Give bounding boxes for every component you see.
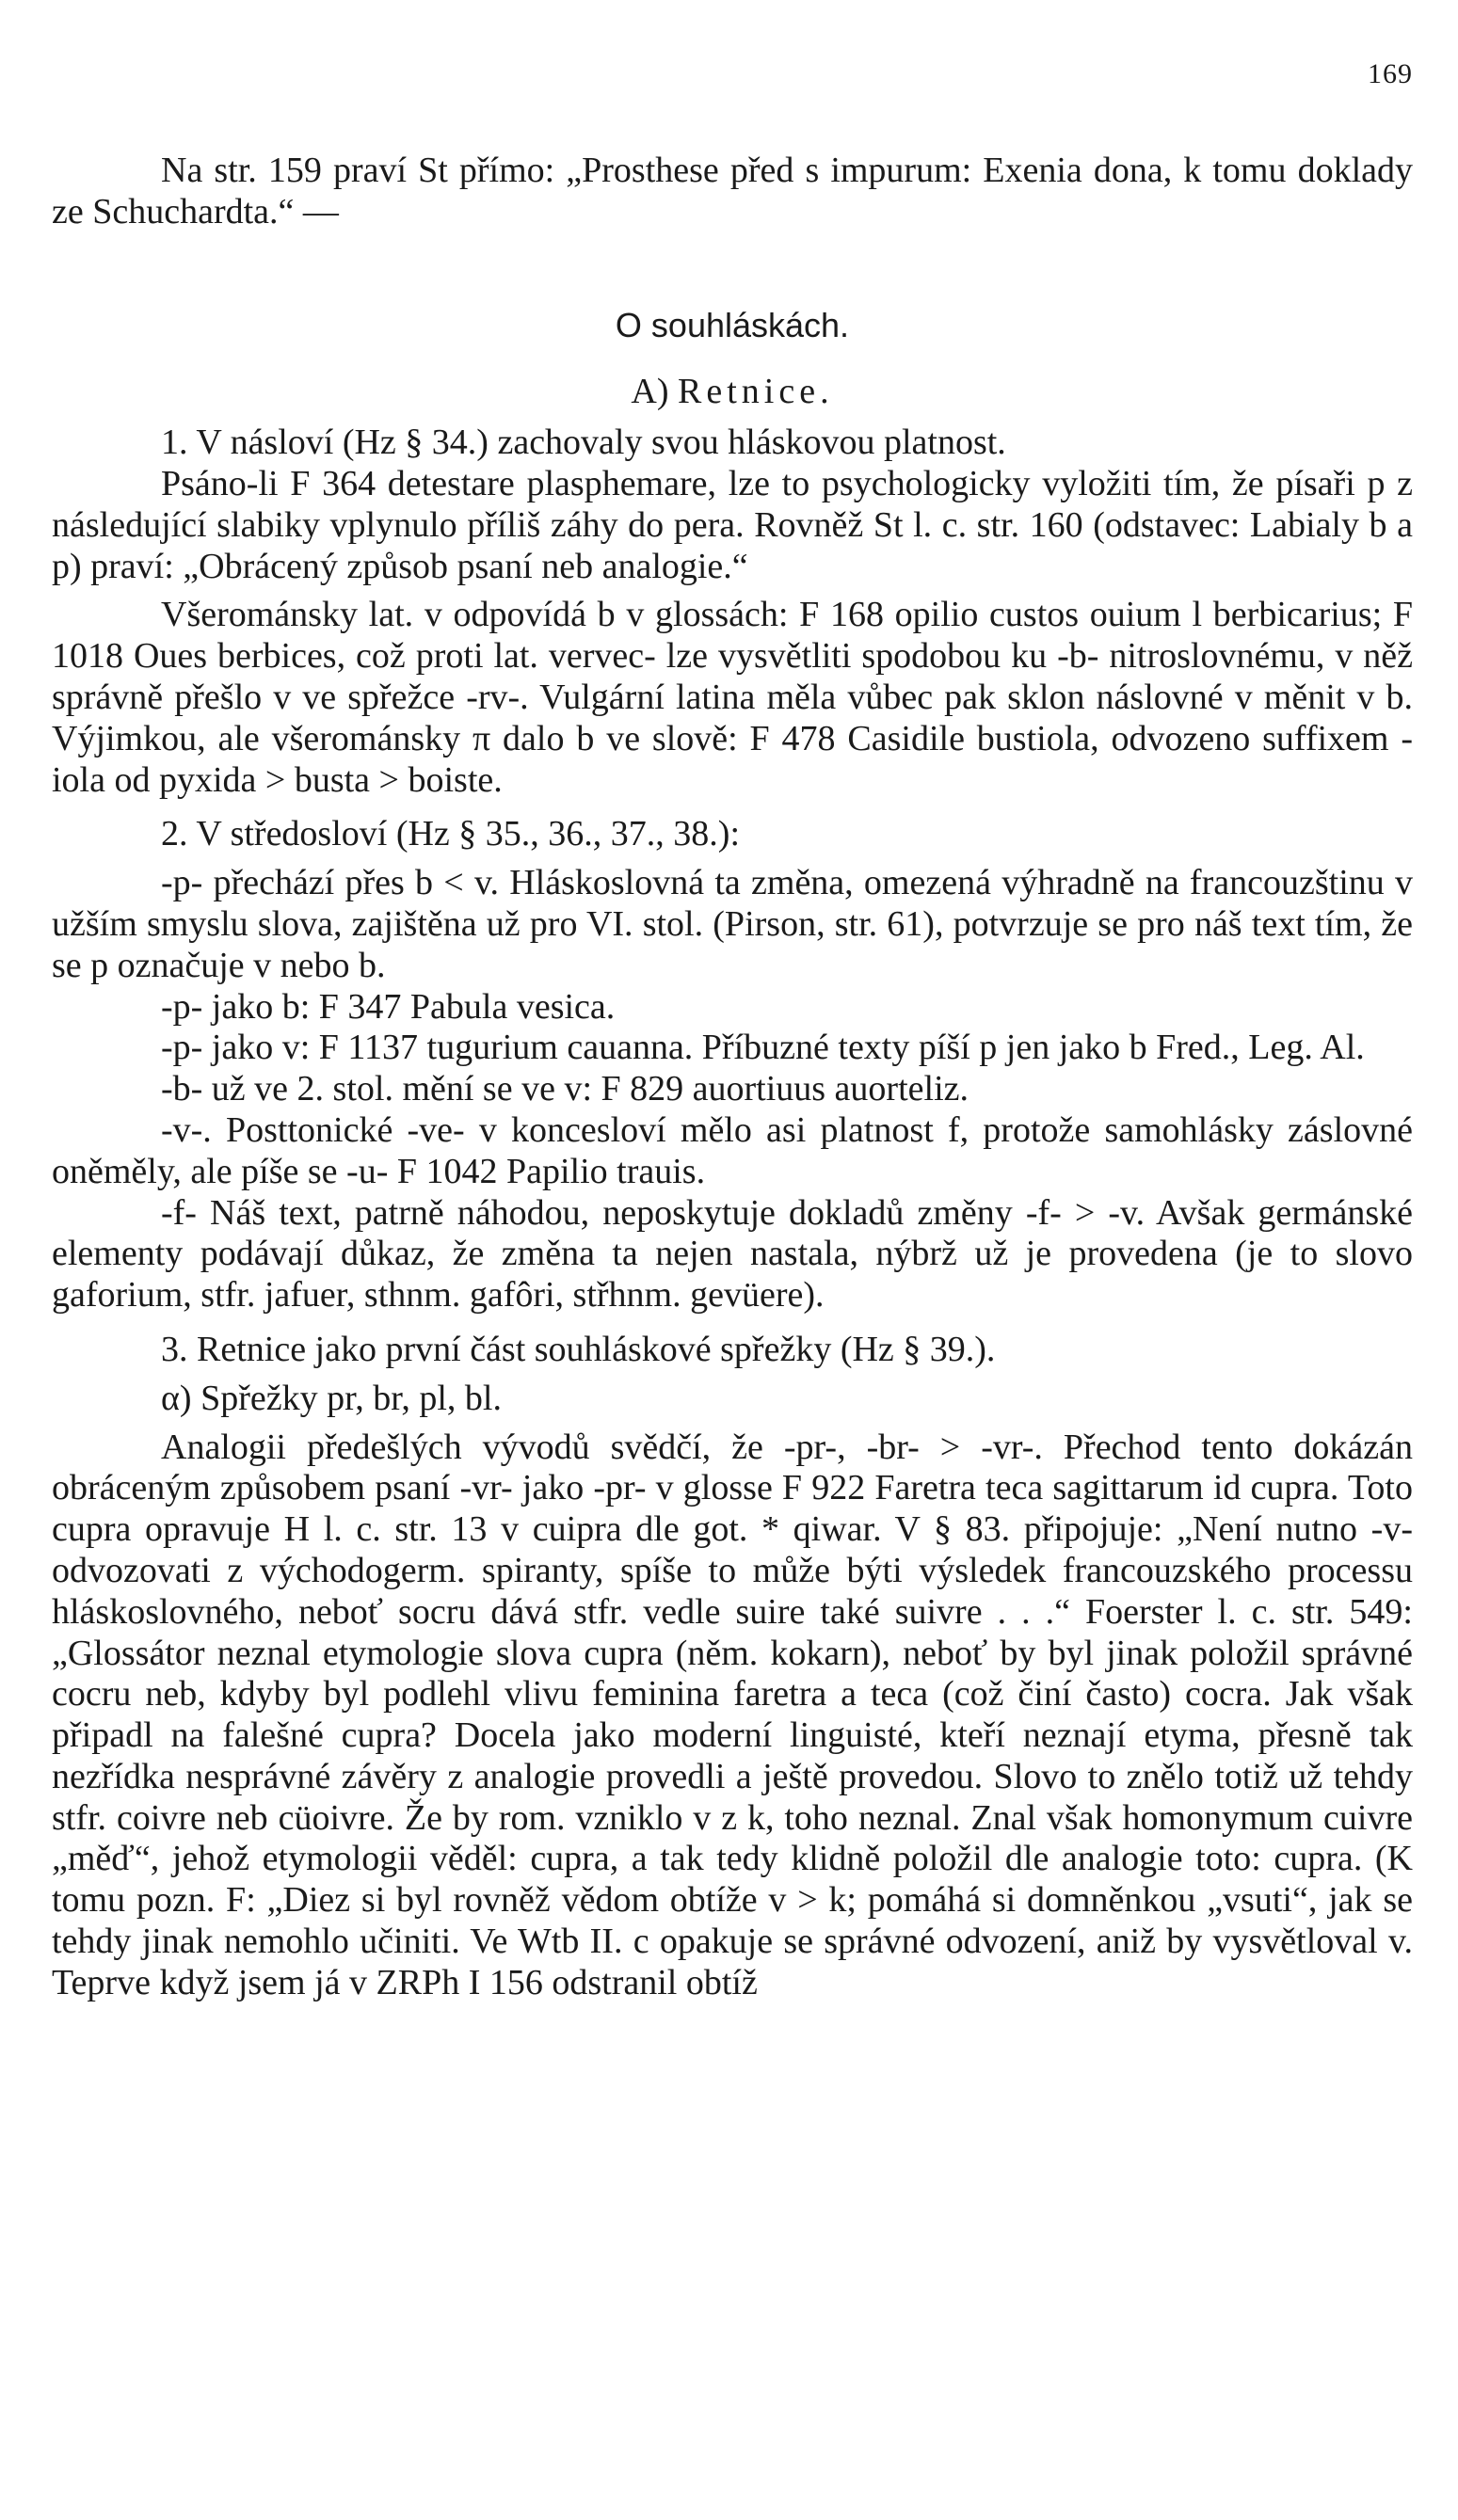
section-heading: O souhláskách. (615, 305, 850, 344)
paragraph-p-to-b: -p- přechází přes b < v. Hláskoslovná ta změna, omezená výhradně na francouzštinu v užším smyslu slova, zajištěna už pro VI. stol. (Pirson, str. 61), potvrzuje se pro náš text tím, že se p označuje v nebo b. (52, 863, 1413, 985)
subsection-prefix: A) (631, 372, 669, 412)
paragraph-p-as-b: -p- jako b: F 347 Pabula vesica. (161, 986, 616, 1027)
paragraph-intro: Na str. 159 praví St přímo: „Prosthese před s impurum: Exenia dona, k tomu doklady ze Schuchardta.“ — (52, 151, 1413, 231)
paragraph-f: -f- Náš text, patrně náhodou, neposkytuje dokladů změny -f- > -v. Avšak germánské elementy podávají důkaz, že změna ta nejen nastala, nýbrž už je provedena (je to slovo gaforium, stfr. jafuer, sthnm. gafôri, střhnm. gevüere). (52, 1192, 1413, 1316)
paragraph-analogy: Analogii předešlých vývodů svědčí, že -pr-, -br- > -vr-. Přechod tento dokázán obráceným způsobem psaní -vr- jako -pr- v glosse F 922 Faretra teca sagittarum id cupra. Toto cupra opravuje H l. c. str. 13 v cuipra dle got. * qiwar. V § 83. připojuje: „Není nutno -v- odvozovati z východogerm. spiranty, spíše to může býti výsledek francouzského processu hláskoslovného, neboť socru dává stfr. vedle suire také suivre . . .“ Foerster l. c. str. 549: „Glossátor neznal etymologie slova cupra (něm. kokarn), neboť by byl jinak položil správné cocru neb, kdyby byl podlehl vlivu feminina faretra a teca (což činí často) cocra. Jak však připadl na falešné cupra? Docela jako moderní linguisté, kteří neznají etyma, přesně tak nezřídka nesprávné závěry z analogie provedli a ještě provedou. Slovo to znělo totiž už tehdy stfr. coivre neb cüoivre. Že by rom. vzniklo v z k, toho neznal. Znal však homonymum cuivre „měď“, jehož etymologii věděl: cupra, a tak tedy klidně položil dle analogie toto: cupra. (K tomu pozn. F: „Diez si byl rovněž vědom obtíže v > k; pomáhá si domněnkou „vsuti“, jak se tehdy jinak nemohlo učiniti. Ve Wtb II. c opakuje se správné odvození, aniž by vysvětloval v. Teprve když jsem já v ZRPh I 156 odstranil obtíž (52, 1427, 1413, 2002)
paragraph-v: -v-. Posttonické -ve- v koncesloví mělo asi platnost f, protože samohlásky záslovné oněměly, ale píše se -u- F 1042 Papilio trauis. (52, 1109, 1413, 1191)
document-page (52, 0, 1413, 2520)
paragraph-alpha: α) Spřežky pr, br, pl, bl. (161, 1378, 502, 1418)
text-body (52, 151, 1413, 2004)
paragraph-2-medial: 2. V středosloví (Hz § 35., 36., 37., 38.): (161, 814, 741, 854)
paragraph-p-as-v: -p- jako v: F 1137 tugurium cauanna. Příbuzné texty píší p jen jako b Fred., Leg. Al. (161, 1028, 1365, 1068)
paragraph-1-onset: 1. V násloví (Hz § 34.) zachovaly svou hláskovou platnost. (161, 423, 1006, 463)
page-number: 169 (1368, 58, 1413, 89)
paragraph-b: -b- už ve 2. stol. mění se ve v: F 829 auortiuus auorteliz. (161, 1069, 969, 1109)
paragraph-plasphemare: Psáno-li F 364 detestare plasphemare, lze to psychologicky vyložiti tím, že písaři p z následující slabiky vplynulo příliš záhy do pera. Rovněž St l. c. str. 160 (odstavec: Labialy b a p) praví: „Obrácený způsob psaní neb analogie.“ (52, 463, 1413, 586)
subsection-heading (52, 372, 1413, 413)
paragraph-3-clusters: 3. Retnice jako první část souhláskové spřežky (Hz § 39.). (161, 1329, 996, 1369)
paragraph-lat-v: Všerománsky lat. v odpovídá b v glossách: F 168 opilio custos ouium l berbicarius; F 1018 Oues berbices, což proti lat. vervec- lze vysvětliti spodobou ku -b- nitroslovnému, v něž správně přešlo v ve spřežce -rv-. Vulgární latina měla vůbec pak sklon náslovné v měnit v b. Výjimkou, ale všerománsky π dalo b ve slově: F 478 Casidile bustiola, odvozeno suffixem -iola od pyxida > busta > boiste. (52, 595, 1413, 800)
subsection-title: Retnice. (678, 372, 834, 412)
